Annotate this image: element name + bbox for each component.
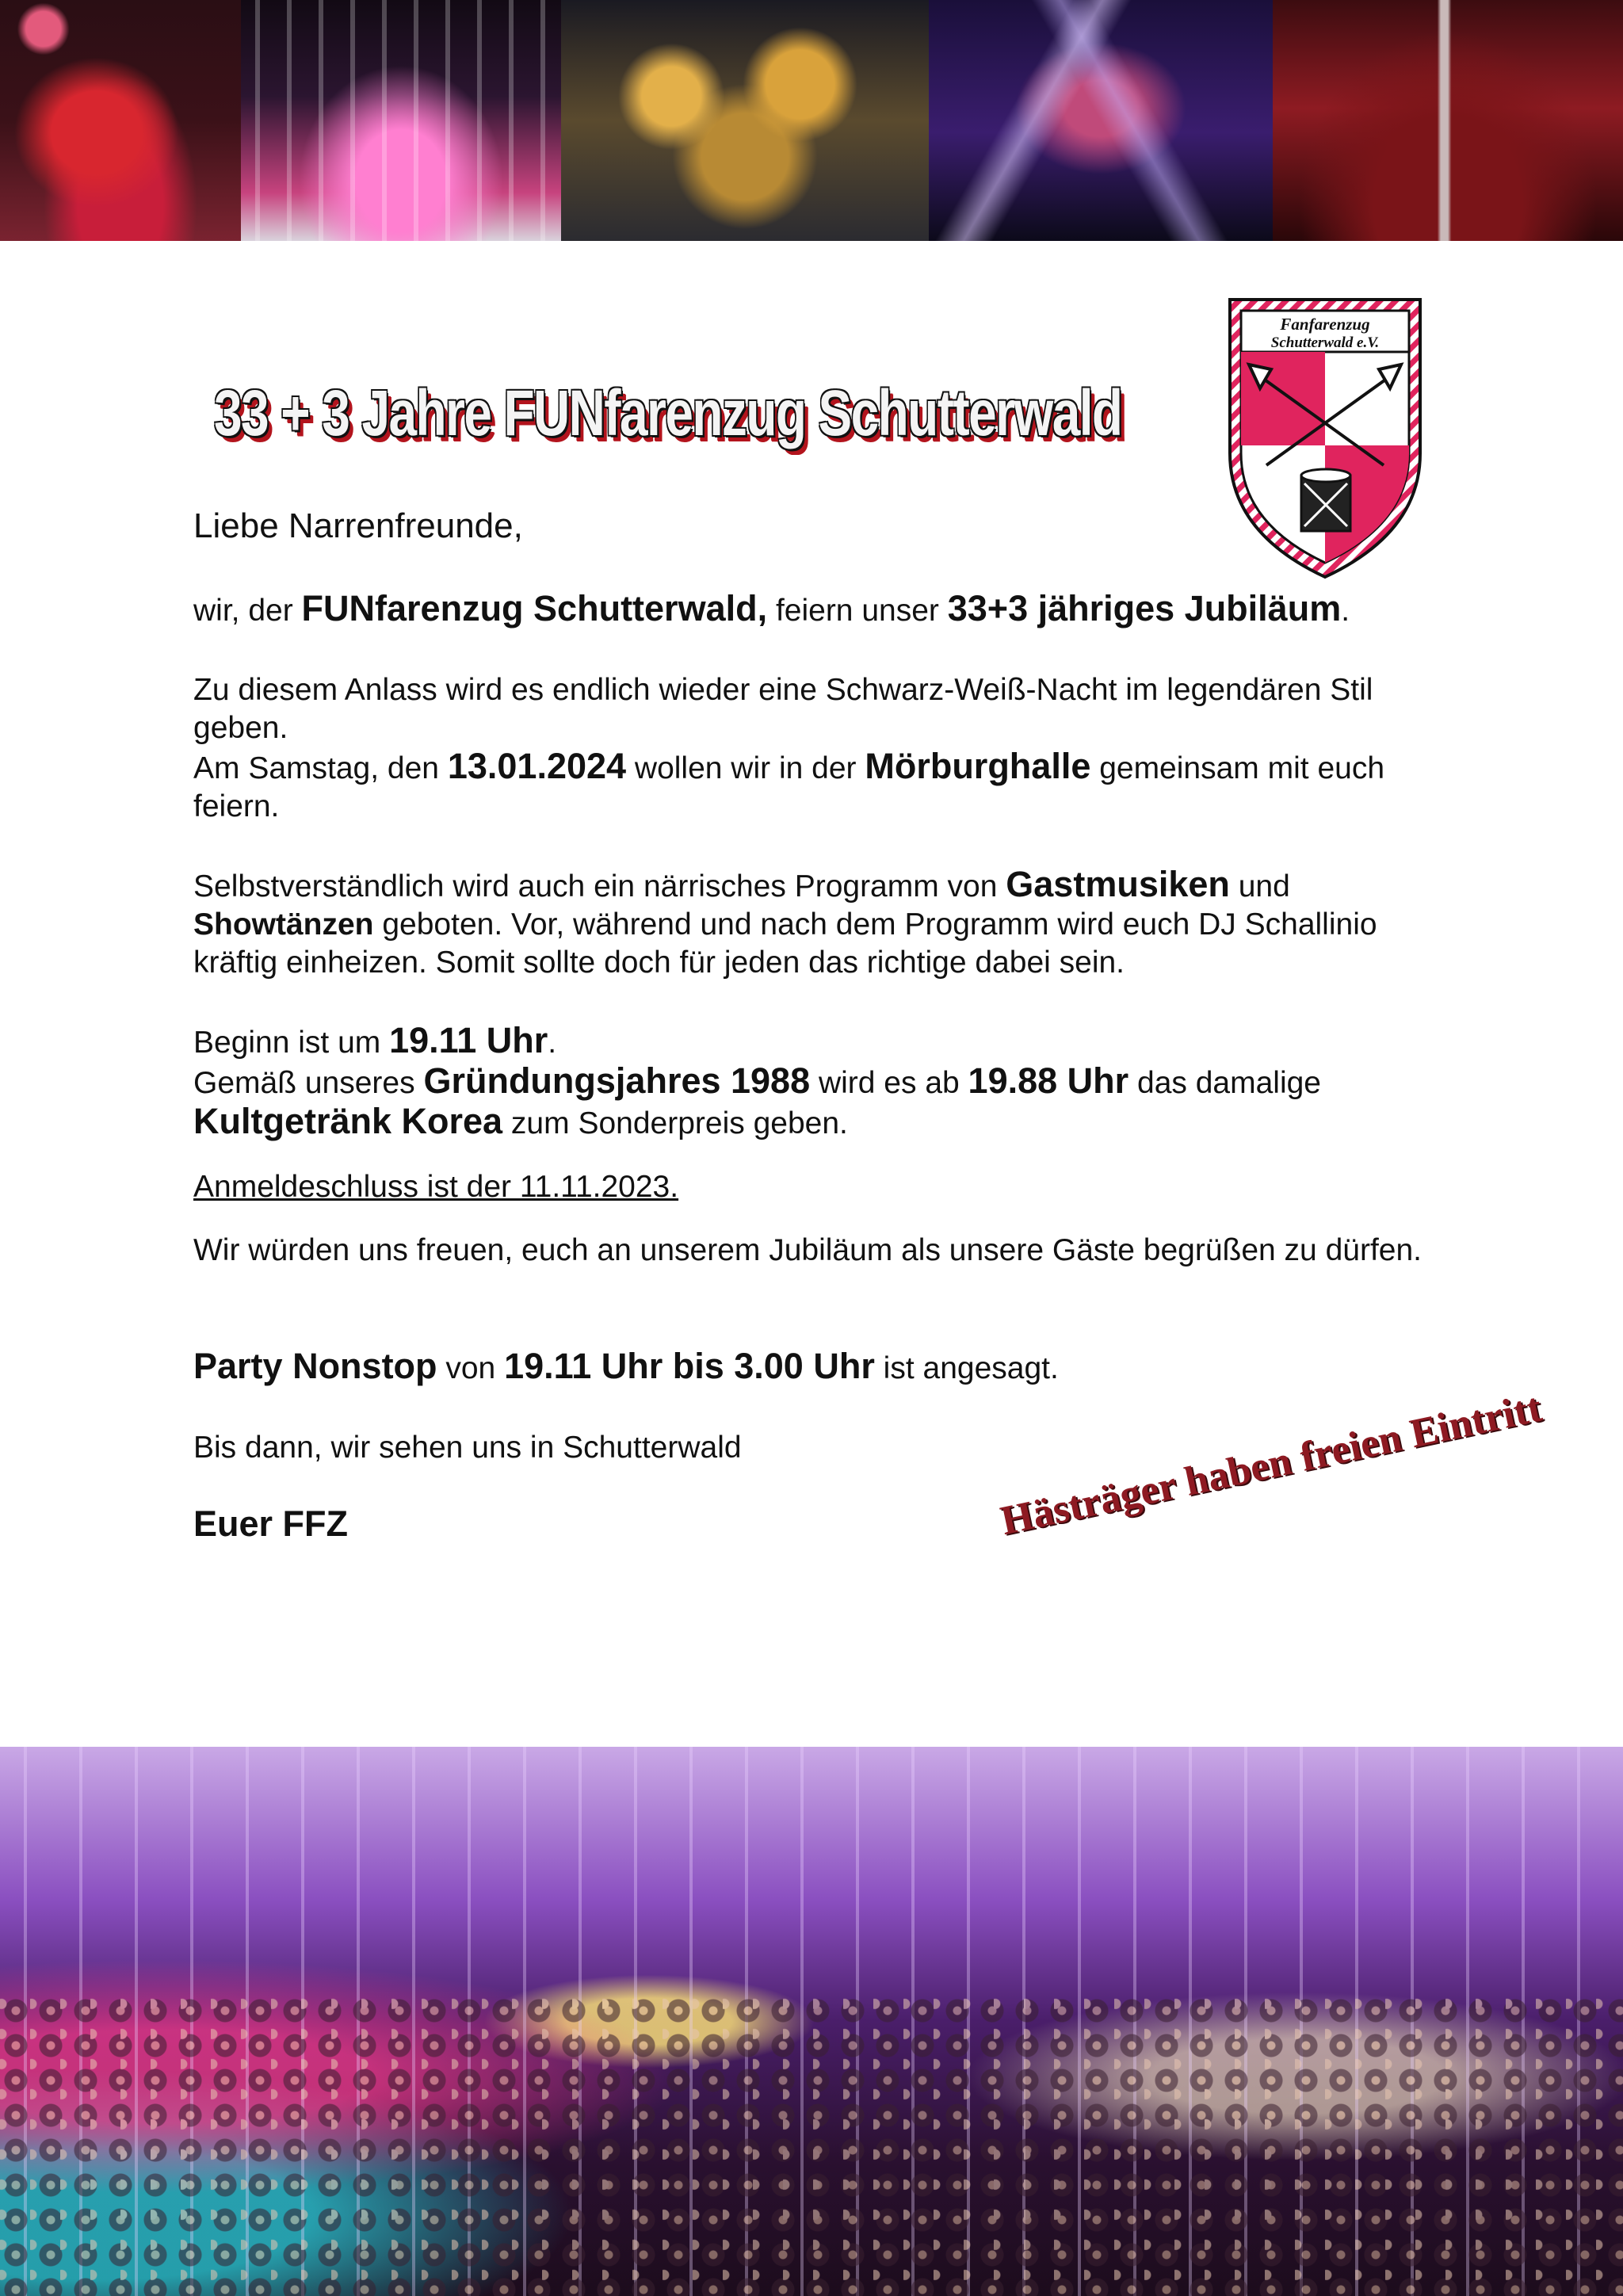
start-time: 19.11 Uhr bbox=[389, 1020, 548, 1060]
drink-text-mid2: das damalige bbox=[1128, 1066, 1321, 1100]
party-label: Party Nonstop bbox=[193, 1346, 437, 1386]
guest-music: Gastmusiken bbox=[1006, 864, 1230, 904]
event-text-mid: wollen wir in der bbox=[626, 751, 865, 785]
start-line bbox=[193, 1022, 1430, 1062]
program-text-end: geboten. Vor, während und nach dem Programm wird euch DJ Schallinio kräftig einheizen. Somit sollte doch für jeden das richtige dabei sein. bbox=[193, 907, 1377, 980]
jubilee-text: 33+3 jähriges Jubiläum bbox=[947, 588, 1342, 628]
photo-party-hall bbox=[0, 1747, 1623, 2296]
program-paragraph bbox=[193, 865, 1430, 982]
party-line bbox=[193, 1347, 1430, 1388]
program-text-and: und bbox=[1229, 869, 1290, 904]
party-times: 19.11 Uhr bis 3.00 Uhr bbox=[504, 1346, 875, 1386]
event-text: Am Samstag, den bbox=[193, 751, 448, 785]
party-text: von bbox=[437, 1351, 505, 1385]
logo-text-line1: Fanfarenzug bbox=[1280, 315, 1370, 334]
photo-brass-band bbox=[561, 0, 929, 241]
letter-body bbox=[193, 507, 1430, 1543]
start-text-end: . bbox=[548, 1026, 557, 1060]
photo-bottle-bar bbox=[241, 0, 561, 241]
drink-time: 19.88 Uhr bbox=[968, 1060, 1129, 1101]
founding-year: Gründungsjahres 1988 bbox=[423, 1060, 811, 1101]
intro-text-end: . bbox=[1341, 594, 1350, 628]
event-line1: Zu diesem Anlass wird es endlich wieder eine Schwarz-Weiß-Nacht im legendären Stil geben. bbox=[193, 673, 1373, 745]
drink-name: Kultgetränk Korea bbox=[193, 1101, 503, 1141]
event-date: 13.01.2024 bbox=[447, 746, 627, 786]
intro-paragraph bbox=[193, 590, 1430, 630]
photo-hall-crowd bbox=[1273, 0, 1623, 241]
intro-text: wir, der bbox=[193, 594, 302, 628]
drink-paragraph bbox=[193, 1062, 1430, 1143]
program-text: Selbstverständlich wird auch ein närrisches Programm von bbox=[193, 869, 1006, 904]
show-dances: Showtänzen bbox=[193, 907, 374, 942]
photo-crowd-layer bbox=[0, 1995, 1623, 2296]
party-text-end: ist angesagt. bbox=[874, 1351, 1059, 1385]
free-entry-stamp: Hästräger haben freien Eintritt bbox=[996, 1385, 1546, 1545]
org-name: FUNfarenzug Schutterwald, bbox=[301, 588, 768, 628]
page-title: 33 + 3 Jahre FUNfarenzug Schutterwald bbox=[214, 377, 1122, 449]
header-photo-strip bbox=[0, 0, 1623, 241]
signature: Euer FFZ bbox=[193, 1503, 349, 1544]
registration-deadline: Anmeldeschluss ist der 11.11.2023. bbox=[193, 1170, 679, 1204]
drink-text: Gemäß unseres bbox=[193, 1066, 424, 1100]
photo-majorettes bbox=[0, 0, 241, 241]
drink-text-mid: wird es ab bbox=[810, 1066, 968, 1100]
start-text: Beginn ist um bbox=[193, 1026, 390, 1060]
drink-text-end: zum Sonderpreis geben. bbox=[502, 1106, 848, 1140]
intro-text-mid: feiern unser bbox=[767, 594, 948, 628]
logo-text-line2: Schutterwald e.V. bbox=[1270, 334, 1380, 351]
welcome-paragraph: Wir würden uns freuen, euch an unserem Jubiläum als unsere Gäste begrüßen zu dürfen. bbox=[193, 1233, 1423, 1267]
greeting: Liebe Narrenfreunde, bbox=[193, 506, 523, 545]
event-venue: Mörburghalle bbox=[865, 746, 1091, 786]
farewell: Bis dann, wir sehen uns in Schutterwald bbox=[193, 1431, 742, 1465]
event-line2 bbox=[193, 747, 1430, 826]
event-text-end: gemeinsam mit euch feiern. bbox=[193, 751, 1385, 823]
photo-show-dance bbox=[929, 0, 1273, 241]
